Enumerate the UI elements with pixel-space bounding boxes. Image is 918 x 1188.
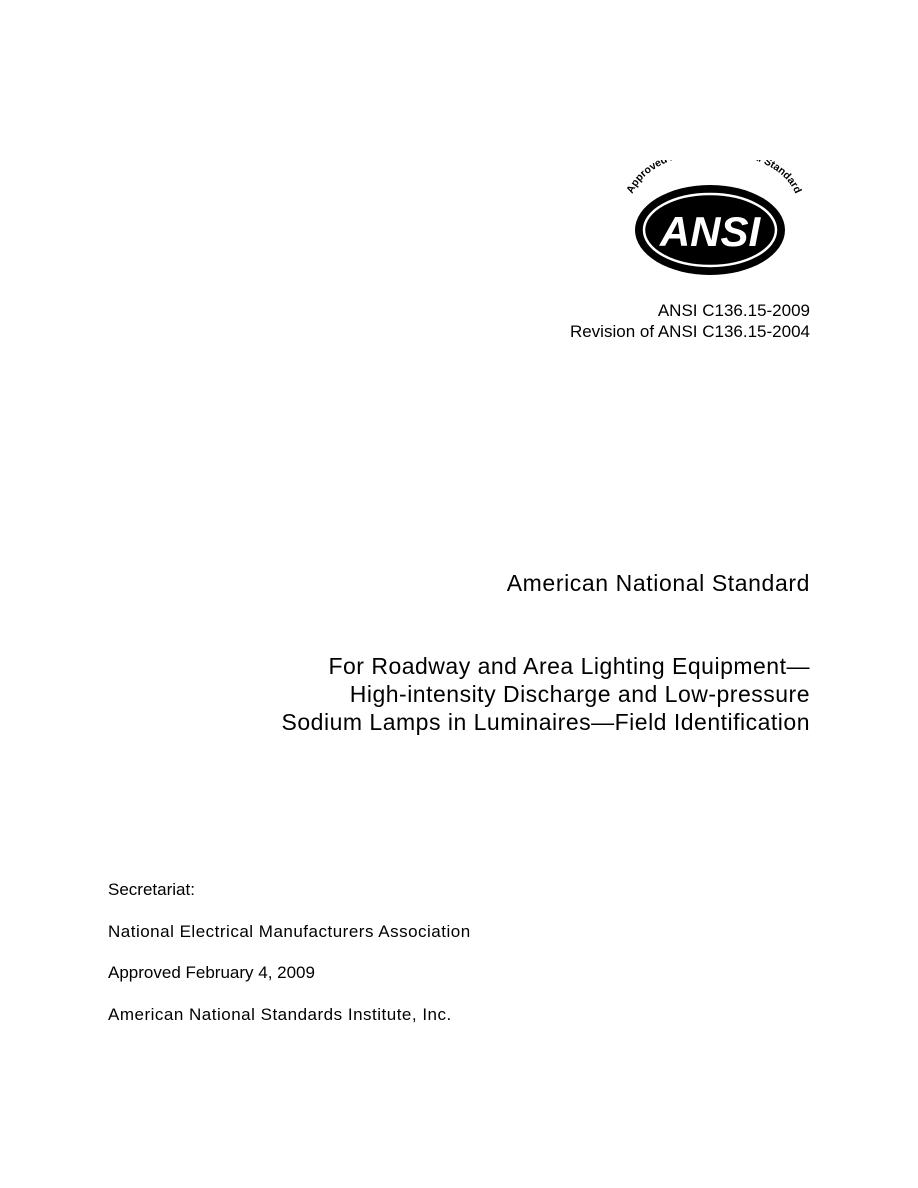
title-line: High-intensity Discharge and Low-pressure [349, 681, 810, 707]
approval-date: Approved February 4, 2009 [108, 963, 315, 982]
title-line: For Roadway and Area Lighting Equipment— [328, 653, 810, 679]
title-line: Sodium Lamps in Luminaires—Field Identification [281, 709, 810, 735]
standard-designation: ANSI C136.15-2009 [657, 301, 810, 320]
logo-arc-text: Approved Standar [624, 160, 801, 196]
standard-identifiers [570, 300, 810, 342]
institute-name: American National Standards Institute, Inc. [108, 1005, 452, 1024]
secretariat-label: Secretariat: [108, 880, 195, 899]
ansi-logo [622, 160, 802, 280]
logo-mark: ANSI [659, 208, 761, 255]
document-type: American National Standard [506, 570, 810, 596]
standard-revision: Revision of ANSI C136.15-2004 [569, 322, 810, 341]
secretariat-name: National Electrical Manufacturers Association [108, 922, 471, 941]
document-title [282, 652, 810, 736]
